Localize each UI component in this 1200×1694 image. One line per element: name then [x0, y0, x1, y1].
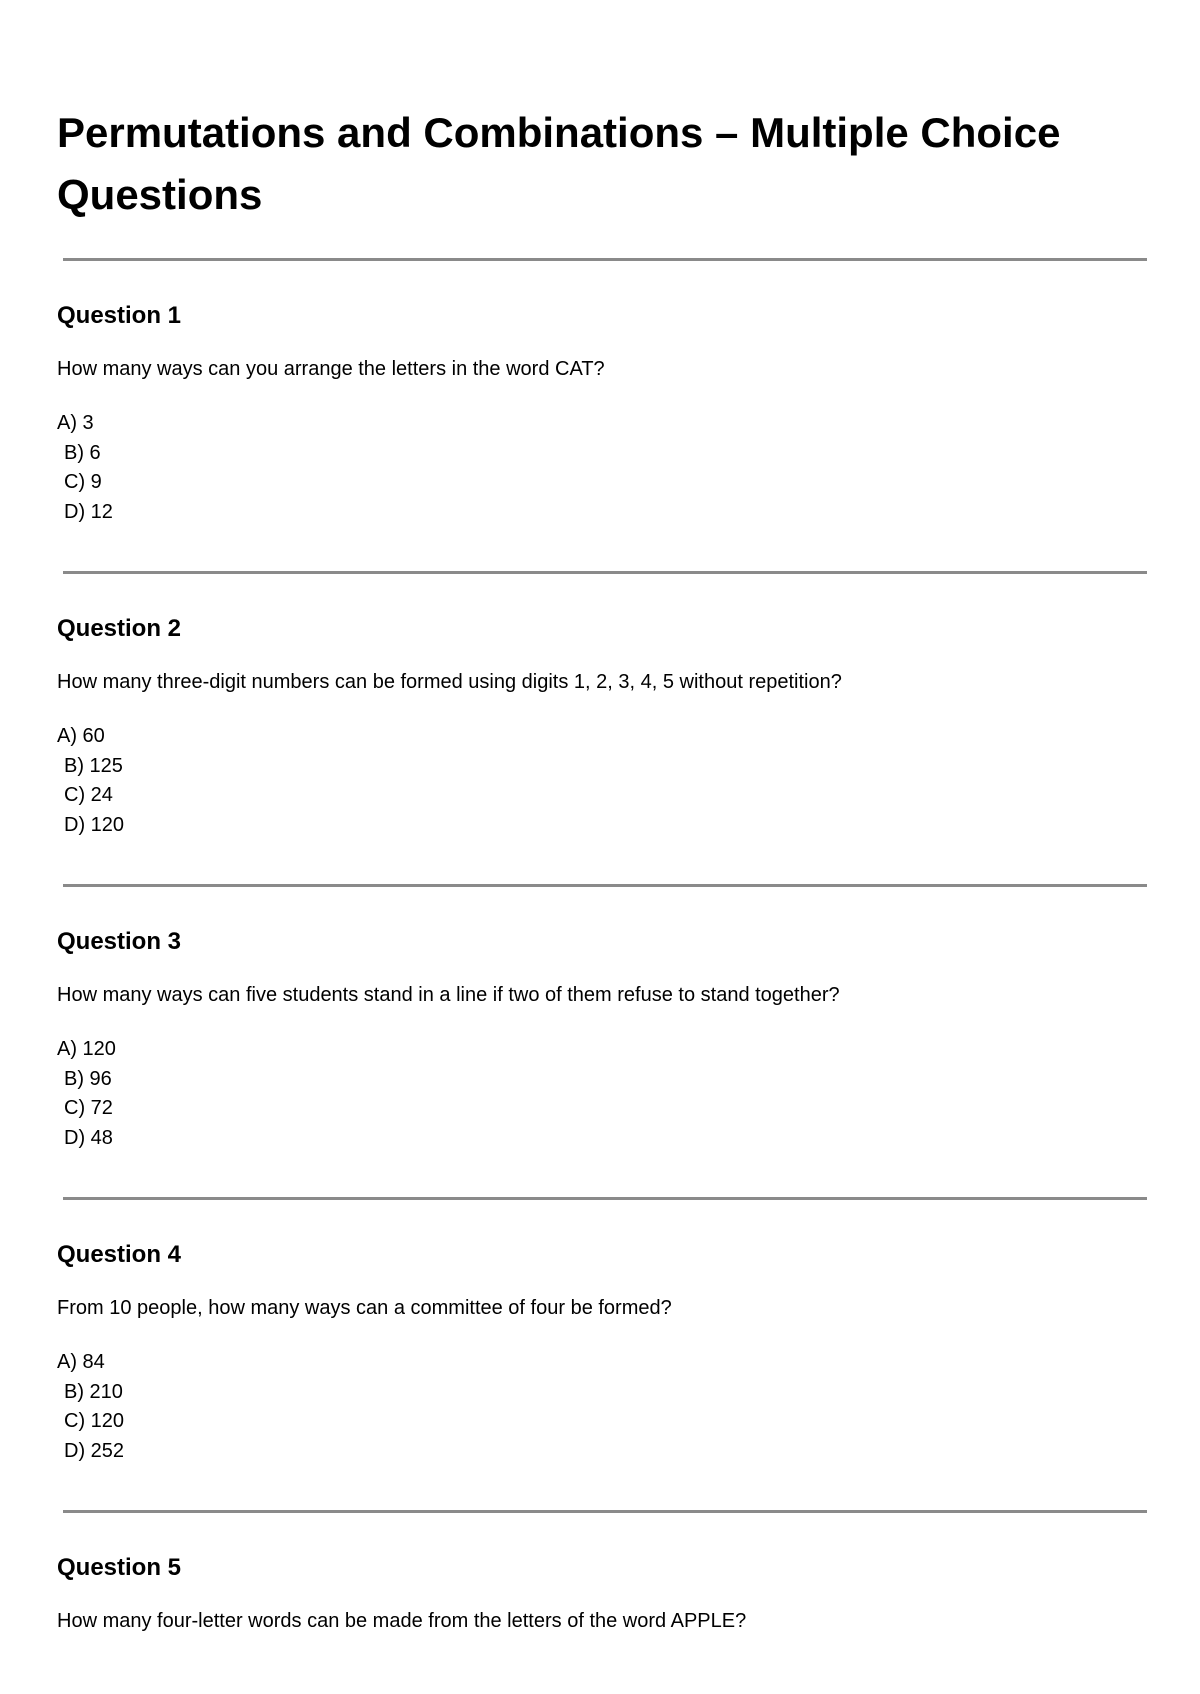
option-b: B) 6 [64, 441, 101, 464]
page-title: Permutations and Combinations – Multiple Choice Questions [57, 109, 1061, 218]
divider [63, 1510, 1147, 1513]
option-a: A) 60 [57, 725, 105, 747]
option-c: C) 9 [64, 471, 102, 493]
option-a: A) 3 [57, 412, 94, 434]
option-b: B) 96 [64, 1067, 112, 1090]
option-c: C) 24 [64, 784, 113, 806]
question-heading: Question 3 [57, 928, 182, 955]
option-a: A) 120 [57, 1038, 116, 1060]
option-c: C) 72 [64, 1097, 113, 1119]
option-b: B) 125 [64, 754, 123, 777]
option-d: D) 252 [64, 1439, 125, 1462]
question-heading: Question 1 [57, 302, 182, 329]
question-3 [57, 927, 1137, 1153]
option-c: C) 120 [64, 1410, 125, 1432]
answer-options [57, 722, 1137, 840]
option-d: D) 12 [64, 500, 113, 523]
question-heading: Question 2 [57, 615, 182, 642]
option-b: B) 210 [64, 1380, 123, 1403]
question-4 [57, 1240, 1137, 1466]
question-5 [57, 1553, 1137, 1633]
answer-options [57, 1035, 1137, 1153]
question-text: How many ways can five students stand in a line if two of them refuse to stand together? [57, 984, 840, 1006]
divider [63, 571, 1147, 574]
question-2 [57, 614, 1137, 840]
divider [63, 884, 1147, 887]
divider [63, 1197, 1147, 1200]
question-1 [57, 301, 1137, 527]
question-heading: Question 4 [57, 1241, 182, 1268]
divider [63, 258, 1147, 261]
question-text: From 10 people, how many ways can a committee of four be formed? [57, 1297, 672, 1319]
option-a: A) 84 [57, 1351, 105, 1373]
answer-options [57, 409, 1137, 527]
question-text: How many four-letter words can be made from the letters of the word APPLE? [57, 1610, 747, 1632]
answer-options [57, 1348, 1137, 1466]
question-text: How many ways can you arrange the letters in the word CAT? [57, 358, 605, 380]
option-d: D) 120 [64, 813, 125, 836]
option-d: D) 48 [64, 1126, 113, 1149]
question-heading: Question 5 [57, 1554, 182, 1581]
question-text: How many three-digit numbers can be formed using digits 1, 2, 3, 4, 5 without repetition? [57, 671, 842, 693]
